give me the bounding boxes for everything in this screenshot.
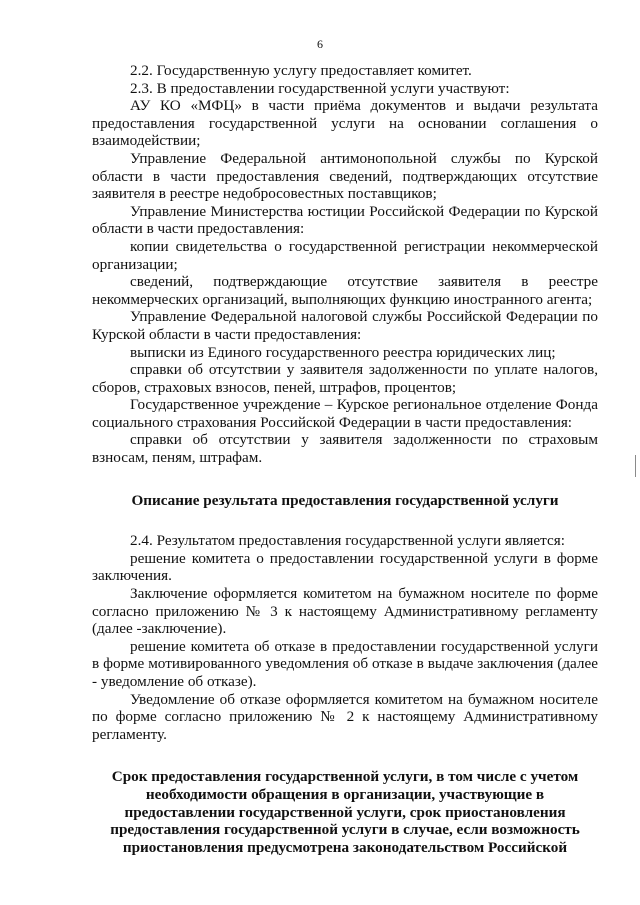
paragraph: копии свидетельства о государственной регистрации некоммерческой организации; xyxy=(92,237,598,273)
paragraph: 2.3. В предоставлении государственной услуги участвуют: xyxy=(130,79,510,97)
paragraph: справки об отсутствии у заявителя задолженности по уплате налогов, сборов, страховых взносов, пеней, штрафов, процентов; xyxy=(92,361,598,396)
paragraph: справки об отсутствии у заявителя задолженности по страховым взносам, пеням, штрафам. xyxy=(92,431,598,467)
paragraph: решение комитета об отказе в предоставлении государственной услуги в форме мотивированного уведомления об отказе в выдаче заключения (далее - уведомление об отказе). xyxy=(92,637,598,690)
page-number: 6 xyxy=(317,37,323,51)
paragraph: Управление Министерства юстиции Российской Федерации по Курской области в части предоставления: xyxy=(92,202,598,238)
paragraph: Управление Федеральной налоговой службы Российской Федерации по Курской области в части предоставления: xyxy=(92,308,598,343)
paragraph: Управление Федеральной антимонопольной службы по Курской области в части предоставления сведений, подтверждающих отсутствие заявителя в реестре недобросовестных поставщиков; xyxy=(92,149,598,203)
paragraph: Государственное учреждение – Курское региональное отделение Фонда социального страхования Российской Федерации в части предоставления: xyxy=(92,396,598,431)
paragraph: сведений, подтверждающие отсутствие заявителя в реестре некоммерческих организаций, выполняющих функцию иностранного агента; xyxy=(92,273,598,308)
section-heading: Описание результата предоставления государственной услуги xyxy=(131,491,559,509)
section-heading: Срок предоставления государственной услуги, в том числе с учетом необходимости обращения в организации, участвующие в предоставлении государственной услуги, срок приостановления предоставления государственной услуги в случае, если возможность приостановления предусмотрена законодательством Российской xyxy=(110,768,580,856)
paragraph: 2.2. Государственную услугу предоставляет комитет. xyxy=(130,62,472,79)
paragraph: решение комитета о предоставлении государственной услуги в форме заключения. xyxy=(92,549,598,585)
document-body xyxy=(92,62,598,856)
paragraph: Заключение оформляется комитетом на бумажном носителе по форме согласно приложению № 3 к настоящему Административному регламенту (далее -заключение). xyxy=(92,585,598,638)
paragraph: 2.4. Результатом предоставления государственной услуги является: xyxy=(130,532,565,550)
scan-edge-mark xyxy=(635,455,636,477)
paragraph: АУ КО «МФЦ» в части приёма документов и выдачи результата предоставления государственной услуги на основании соглашения о взаимодействии; xyxy=(92,97,598,150)
paragraph: выписки из Единого государственного реестра юридических лиц; xyxy=(130,343,556,361)
paragraph: Уведомление об отказе оформляется комитетом на бумажном носителе по форме согласно приложению № 2 к настоящему Административному регламенту. xyxy=(92,690,598,743)
